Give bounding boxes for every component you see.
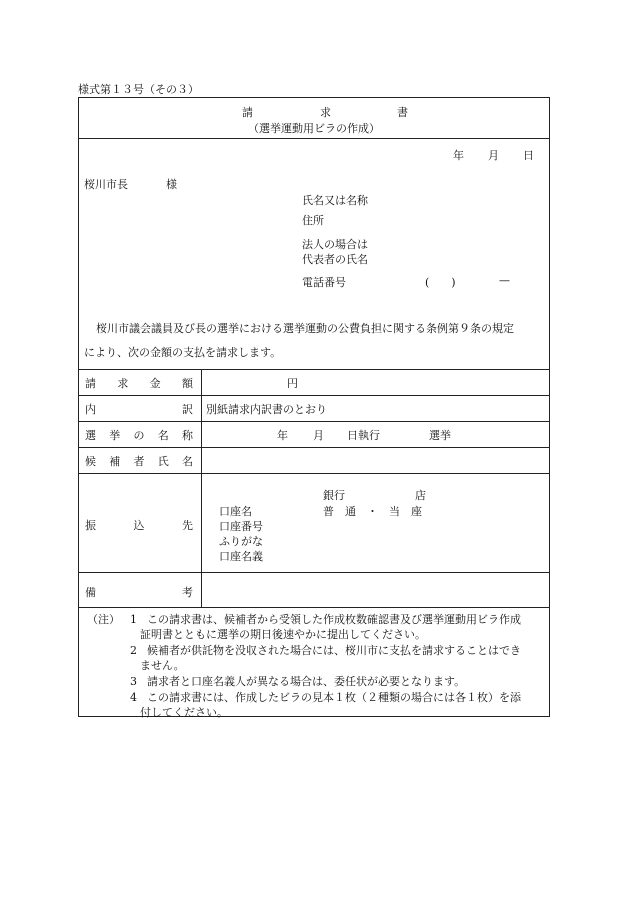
note-4-line2: 付してください。 bbox=[140, 706, 228, 719]
account-number-label: 口座番号 bbox=[219, 520, 263, 533]
account-type-options: 普 通 ・ 当 座 bbox=[323, 505, 422, 518]
label-char: 振 bbox=[85, 519, 96, 532]
candidate-name-label bbox=[79, 453, 201, 469]
label-char: 求 bbox=[117, 377, 129, 390]
title-char-3: 書 bbox=[397, 106, 408, 119]
body-text-line2: により、次の金額の支払を請求します。 bbox=[84, 346, 282, 359]
label-char: 称 bbox=[182, 429, 193, 442]
amount-label bbox=[79, 375, 201, 391]
election-day-executed: 日執行 bbox=[347, 429, 380, 442]
breakdown-value: 別紙請求内訳書のとおり bbox=[206, 403, 327, 416]
divider bbox=[79, 572, 549, 573]
note-4-line1: この請求書には、作成したビラの見本１枚（２種類の場合には各１枚）を添 bbox=[147, 691, 521, 704]
title-char-1: 請 bbox=[242, 106, 253, 119]
divider bbox=[79, 421, 549, 422]
label-char: 先 bbox=[182, 519, 193, 532]
date-month: 月 bbox=[488, 149, 499, 162]
transfer-destination-label bbox=[79, 517, 201, 533]
note-2-line1: 候補者が供託物を没収された場合には、桜川市に支払を請求することはでき bbox=[147, 644, 521, 657]
label-char: 備 bbox=[85, 586, 96, 599]
account-holder-label: 口座名義 bbox=[219, 550, 263, 563]
label-char: 補 bbox=[109, 455, 121, 468]
divider bbox=[79, 369, 549, 370]
divider bbox=[79, 447, 549, 448]
remarks-label bbox=[79, 584, 201, 600]
label-char: 内 bbox=[85, 403, 96, 416]
note-3-line1: 請求者と口座名義人が異なる場合は、委任状が必要となります。 bbox=[147, 675, 466, 688]
note-2-line2: ません。 bbox=[140, 659, 185, 672]
label-char: 額 bbox=[181, 377, 193, 390]
note-2-number: 2 bbox=[130, 644, 137, 657]
addressee-honorific: 様 bbox=[166, 178, 177, 191]
phone-area-code-parens: ( ) bbox=[425, 276, 456, 289]
form-number-label: 様式第１３号（その３） bbox=[78, 83, 199, 96]
date-year: 年 bbox=[453, 149, 464, 162]
phone-dash: — bbox=[499, 274, 510, 287]
divider bbox=[79, 395, 549, 396]
election-year: 年 bbox=[277, 429, 288, 442]
note-1-number: 1 bbox=[130, 613, 137, 626]
label-char: 金 bbox=[149, 377, 161, 390]
label-char: 考 bbox=[182, 586, 193, 599]
date-day: 日 bbox=[523, 149, 534, 162]
label-char: 訳 bbox=[182, 403, 193, 416]
election-suffix: 選挙 bbox=[429, 429, 451, 442]
representative-label-line2: 代表者の氏名 bbox=[302, 253, 368, 266]
label-char: 氏 bbox=[157, 455, 169, 468]
applicant-address-label: 住所 bbox=[302, 214, 324, 227]
divider bbox=[79, 473, 549, 474]
election-month: 月 bbox=[313, 429, 324, 442]
amount-yen-unit: 円 bbox=[287, 377, 298, 390]
representative-label-line1: 法人の場合は bbox=[302, 238, 368, 251]
table-column-divider bbox=[201, 369, 202, 607]
bank-label: 銀行 bbox=[323, 489, 345, 502]
note-3-number: 3 bbox=[130, 675, 137, 688]
label-char: 挙 bbox=[109, 429, 121, 442]
furigana-label: ふりがな bbox=[219, 535, 263, 548]
title-char-2: 求 bbox=[320, 106, 331, 119]
election-name-label bbox=[79, 427, 201, 443]
notes-prefix: （注） bbox=[87, 613, 120, 626]
label-char: の bbox=[133, 429, 145, 442]
label-char: 候 bbox=[85, 455, 96, 468]
form-subtitle: （選挙運動用ビラの作成） bbox=[248, 122, 380, 135]
label-char: 名 bbox=[157, 429, 169, 442]
account-name-label: 口座名 bbox=[219, 505, 252, 518]
label-char: 選 bbox=[85, 429, 96, 442]
addressee-name: 桜川市長 bbox=[84, 178, 128, 191]
applicant-name-label: 氏名又は名称 bbox=[302, 194, 368, 207]
note-4-number: 4 bbox=[130, 691, 137, 704]
label-char: 者 bbox=[133, 455, 145, 468]
body-text-line1: 桜川市議会議員及び長の選挙における選挙運動の公費負担に関する条例第９条の規定 bbox=[96, 322, 514, 335]
divider bbox=[79, 607, 549, 608]
breakdown-label bbox=[79, 401, 201, 417]
note-1-line2: 証明書とともに選挙の期日後速やかに提出してください。 bbox=[140, 628, 426, 641]
phone-label: 電話番号 bbox=[302, 276, 346, 289]
label-char: 請 bbox=[85, 377, 96, 390]
branch-label: 店 bbox=[415, 489, 426, 502]
divider bbox=[79, 138, 549, 139]
label-char: 名 bbox=[182, 455, 193, 468]
note-1-line1: この請求書は、候補者から受領した作成枚数確認書及び選挙運動用ビラ作成 bbox=[147, 613, 521, 626]
label-char: 込 bbox=[133, 519, 145, 532]
request-form bbox=[78, 97, 550, 717]
